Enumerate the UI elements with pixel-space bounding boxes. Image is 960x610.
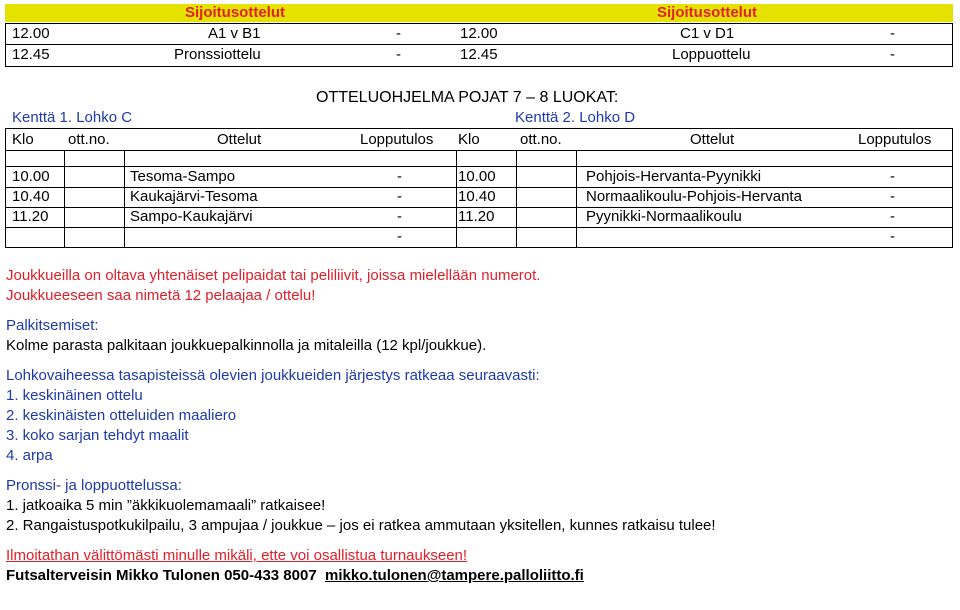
prizes-heading: Palkitsemiset: [6, 317, 99, 334]
match-c: Kaukajärvi-Tesoma [130, 188, 258, 205]
right-result: - [890, 46, 895, 63]
result-d: - [890, 228, 895, 245]
tiebreak-item: 2. keskinäisten otteluiden maaliero [6, 407, 237, 424]
left-match: Pronssiottelu [174, 46, 261, 63]
contact-line [6, 566, 716, 586]
time-d: 10.00 [458, 168, 496, 185]
tiebreak-heading: Lohkovaiheessa tasapisteissä olevien joukkueiden järjestys ratkeaa seuraavasti: [6, 367, 540, 384]
match-d: Pyynikki-Normaalikoulu [586, 208, 742, 225]
note-jerseys: Joukkueilla on oltava yhtenäiset pelipaidat tai peliliivit, joissa mielellään numerot. [6, 267, 541, 284]
col-header: ott.no. [68, 131, 110, 148]
schedule-table [0, 86, 960, 246]
note-roster: Joukkueeseen saa nimetä 12 pelaajaa / ottelu! [6, 287, 316, 304]
left-heading: Sijoitusottelut [185, 4, 285, 21]
col-header: ott.no. [520, 131, 562, 148]
notes-section [6, 266, 716, 586]
right-heading: Sijoitusottelut [657, 4, 757, 21]
time-c: 10.40 [12, 188, 50, 205]
tiebreak-item: 3. koko sarjan tehdyt maalit [6, 427, 189, 444]
left-result: - [396, 25, 401, 42]
time-c: 10.00 [12, 168, 50, 185]
col-header: Ottelut [690, 131, 735, 148]
participation-notice: Ilmoitathan välittömästi minulle mikäli, ette voi osallistua turnaukseen! [6, 547, 468, 564]
right-time: 12.00 [460, 25, 498, 42]
match-d: Normaalikoulu-Pohjois-Hervanta [586, 188, 802, 205]
right-result: - [890, 25, 895, 42]
field1-label: Kenttä 1. Lohko C [12, 109, 133, 126]
match-c: Sampo-Kaukajärvi [130, 208, 253, 225]
col-header: Lopputulos [858, 131, 932, 148]
match-c: Tesoma-Sampo [130, 168, 236, 185]
result-c: - [397, 188, 402, 205]
right-match: Loppuottelu [672, 46, 751, 63]
finals-heading: Pronssi- ja loppuottelussa: [6, 477, 182, 494]
right-match: C1 v D1 [680, 25, 735, 42]
time-d: 10.40 [458, 188, 496, 205]
contact-email-link[interactable]: mikko.tulonen@tampere.palloliitto.fi [325, 567, 584, 584]
placement-table [0, 0, 960, 72]
result-c: - [397, 208, 402, 225]
prizes-text: Kolme parasta palkitaan joukkuepalkinnolla ja mitaleilla (12 kpl/joukkue). [6, 337, 487, 354]
time-c: 11.20 [12, 208, 49, 225]
col-header: Ottelut [217, 131, 262, 148]
header-highlight [5, 4, 953, 22]
left-time: 12.45 [12, 46, 50, 63]
result-c: - [397, 168, 402, 185]
tiebreak-item: 1. keskinäinen ottelu [6, 387, 143, 404]
col-header: Klo [12, 131, 34, 148]
result-c: - [397, 228, 402, 245]
field2-label: Kenttä 2. Lohko D [515, 109, 636, 126]
right-time: 12.45 [460, 46, 498, 63]
col-header: Lopputulos [360, 131, 434, 148]
left-result: - [396, 46, 401, 63]
result-d: - [890, 208, 895, 225]
result-d: - [890, 188, 895, 205]
left-time: 12.00 [12, 25, 50, 42]
schedule-title: OTTELUOHJELMA POJAT 7 – 8 LUOKAT: [316, 89, 619, 106]
left-match: A1 v B1 [208, 25, 261, 42]
contact-label: Futsalterveisin Mikko Tulonen 050-433 8007 [6, 567, 317, 584]
finals-item: 2. Rangaistuspotkukilpailu, 3 ampujaa / joukkue – jos ei ratkea ammutaan yksitellen, kunnes ratkaisu tulee! [6, 517, 716, 534]
col-header: Klo [458, 131, 480, 148]
match-d: Pohjois-Hervanta-Pyynikki [586, 168, 762, 185]
result-d: - [890, 168, 895, 185]
time-d: 11.20 [458, 208, 495, 225]
finals-item: 1. jatkoaika 5 min ”äkkikuolemamaali” ratkaisee! [6, 497, 326, 514]
tiebreak-item: 4. arpa [6, 447, 53, 464]
